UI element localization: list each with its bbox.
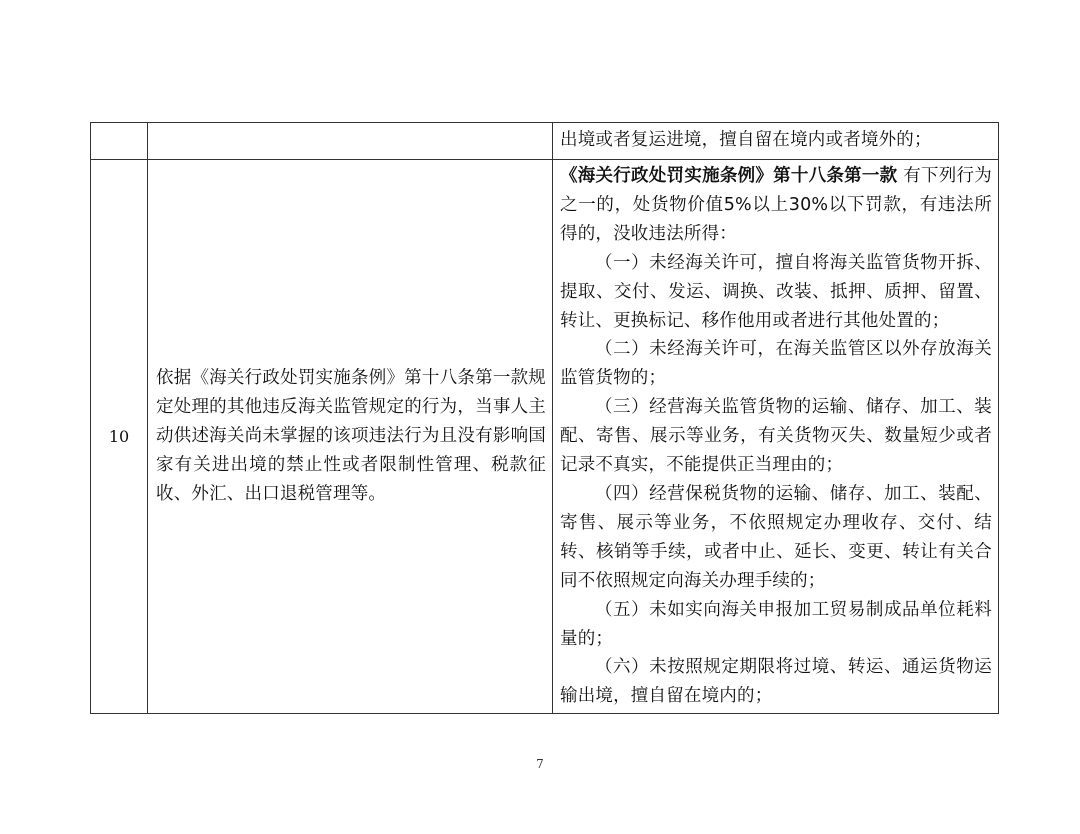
basis-title: 《海关行政处罚实施条例》第十八条第一款	[560, 166, 898, 186]
basis-cell	[553, 160, 999, 714]
basis-item-6: （六）未按照规定期限将过境、转运、通运货物运输出境，擅自留在境内的；	[560, 657, 992, 707]
row-number: 10	[108, 427, 130, 447]
basis-item-4: （四）经营保税货物的运输、储存、加工、装配、寄售、展示等业务，不依照规定办理收存、交付、结转、核销等手续，或者中止、延长、变更、转让有关合同不依照规定向海关办理手续的；	[560, 483, 992, 591]
table-row-continued	[91, 123, 999, 160]
table-row-10	[91, 160, 999, 714]
description-cell-empty	[148, 123, 553, 160]
basis-continued-text: 出境或者复运进境，擅自留在境内或者境外的；	[560, 130, 932, 150]
penalty-table	[90, 122, 999, 714]
description-text: 依据《海关行政处罚实施条例》第十八条第一款规定处理的其他违反海关监管规定的行为，当事人主动供述海关尚未掌握的该项违法行为且没有影响国家有关进出境的禁止性或者限制性管理、税款征收、外汇、出口退税管理等。	[156, 368, 546, 504]
basis-text	[553, 160, 998, 713]
page-number: 7	[536, 757, 544, 771]
basis-item-2: （二）未经海关许可，在海关监管区以外存放海关监管货物的；	[560, 339, 992, 389]
basis-intro-paragraph	[560, 162, 992, 249]
basis-item-5: （五）未如实向海关申报加工贸易制成品单位耗料量的；	[560, 599, 992, 649]
basis-intro: 有下列行为之一的，处货物价值5%以上30%以下罚款，有违法所得的，没收违法所得：	[560, 166, 992, 244]
row-number-cell	[91, 160, 148, 714]
basis-item-1: （一）未经海关许可，擅自将海关监管货物开拆、提取、交付、发运、调换、改装、抵押、质押、留置、转让、更换标记、移作他用或者进行其他处置的；	[560, 252, 992, 331]
basis-item-3: （三）经营海关监管货物的运输、储存、加工、装配、寄售、展示等业务，有关货物灭失、数量短少或者记录不真实，不能提供正当理由的；	[560, 397, 992, 476]
basis-cell-continued	[553, 123, 999, 160]
description-cell	[148, 160, 553, 714]
row-number-cell-empty	[91, 123, 148, 160]
